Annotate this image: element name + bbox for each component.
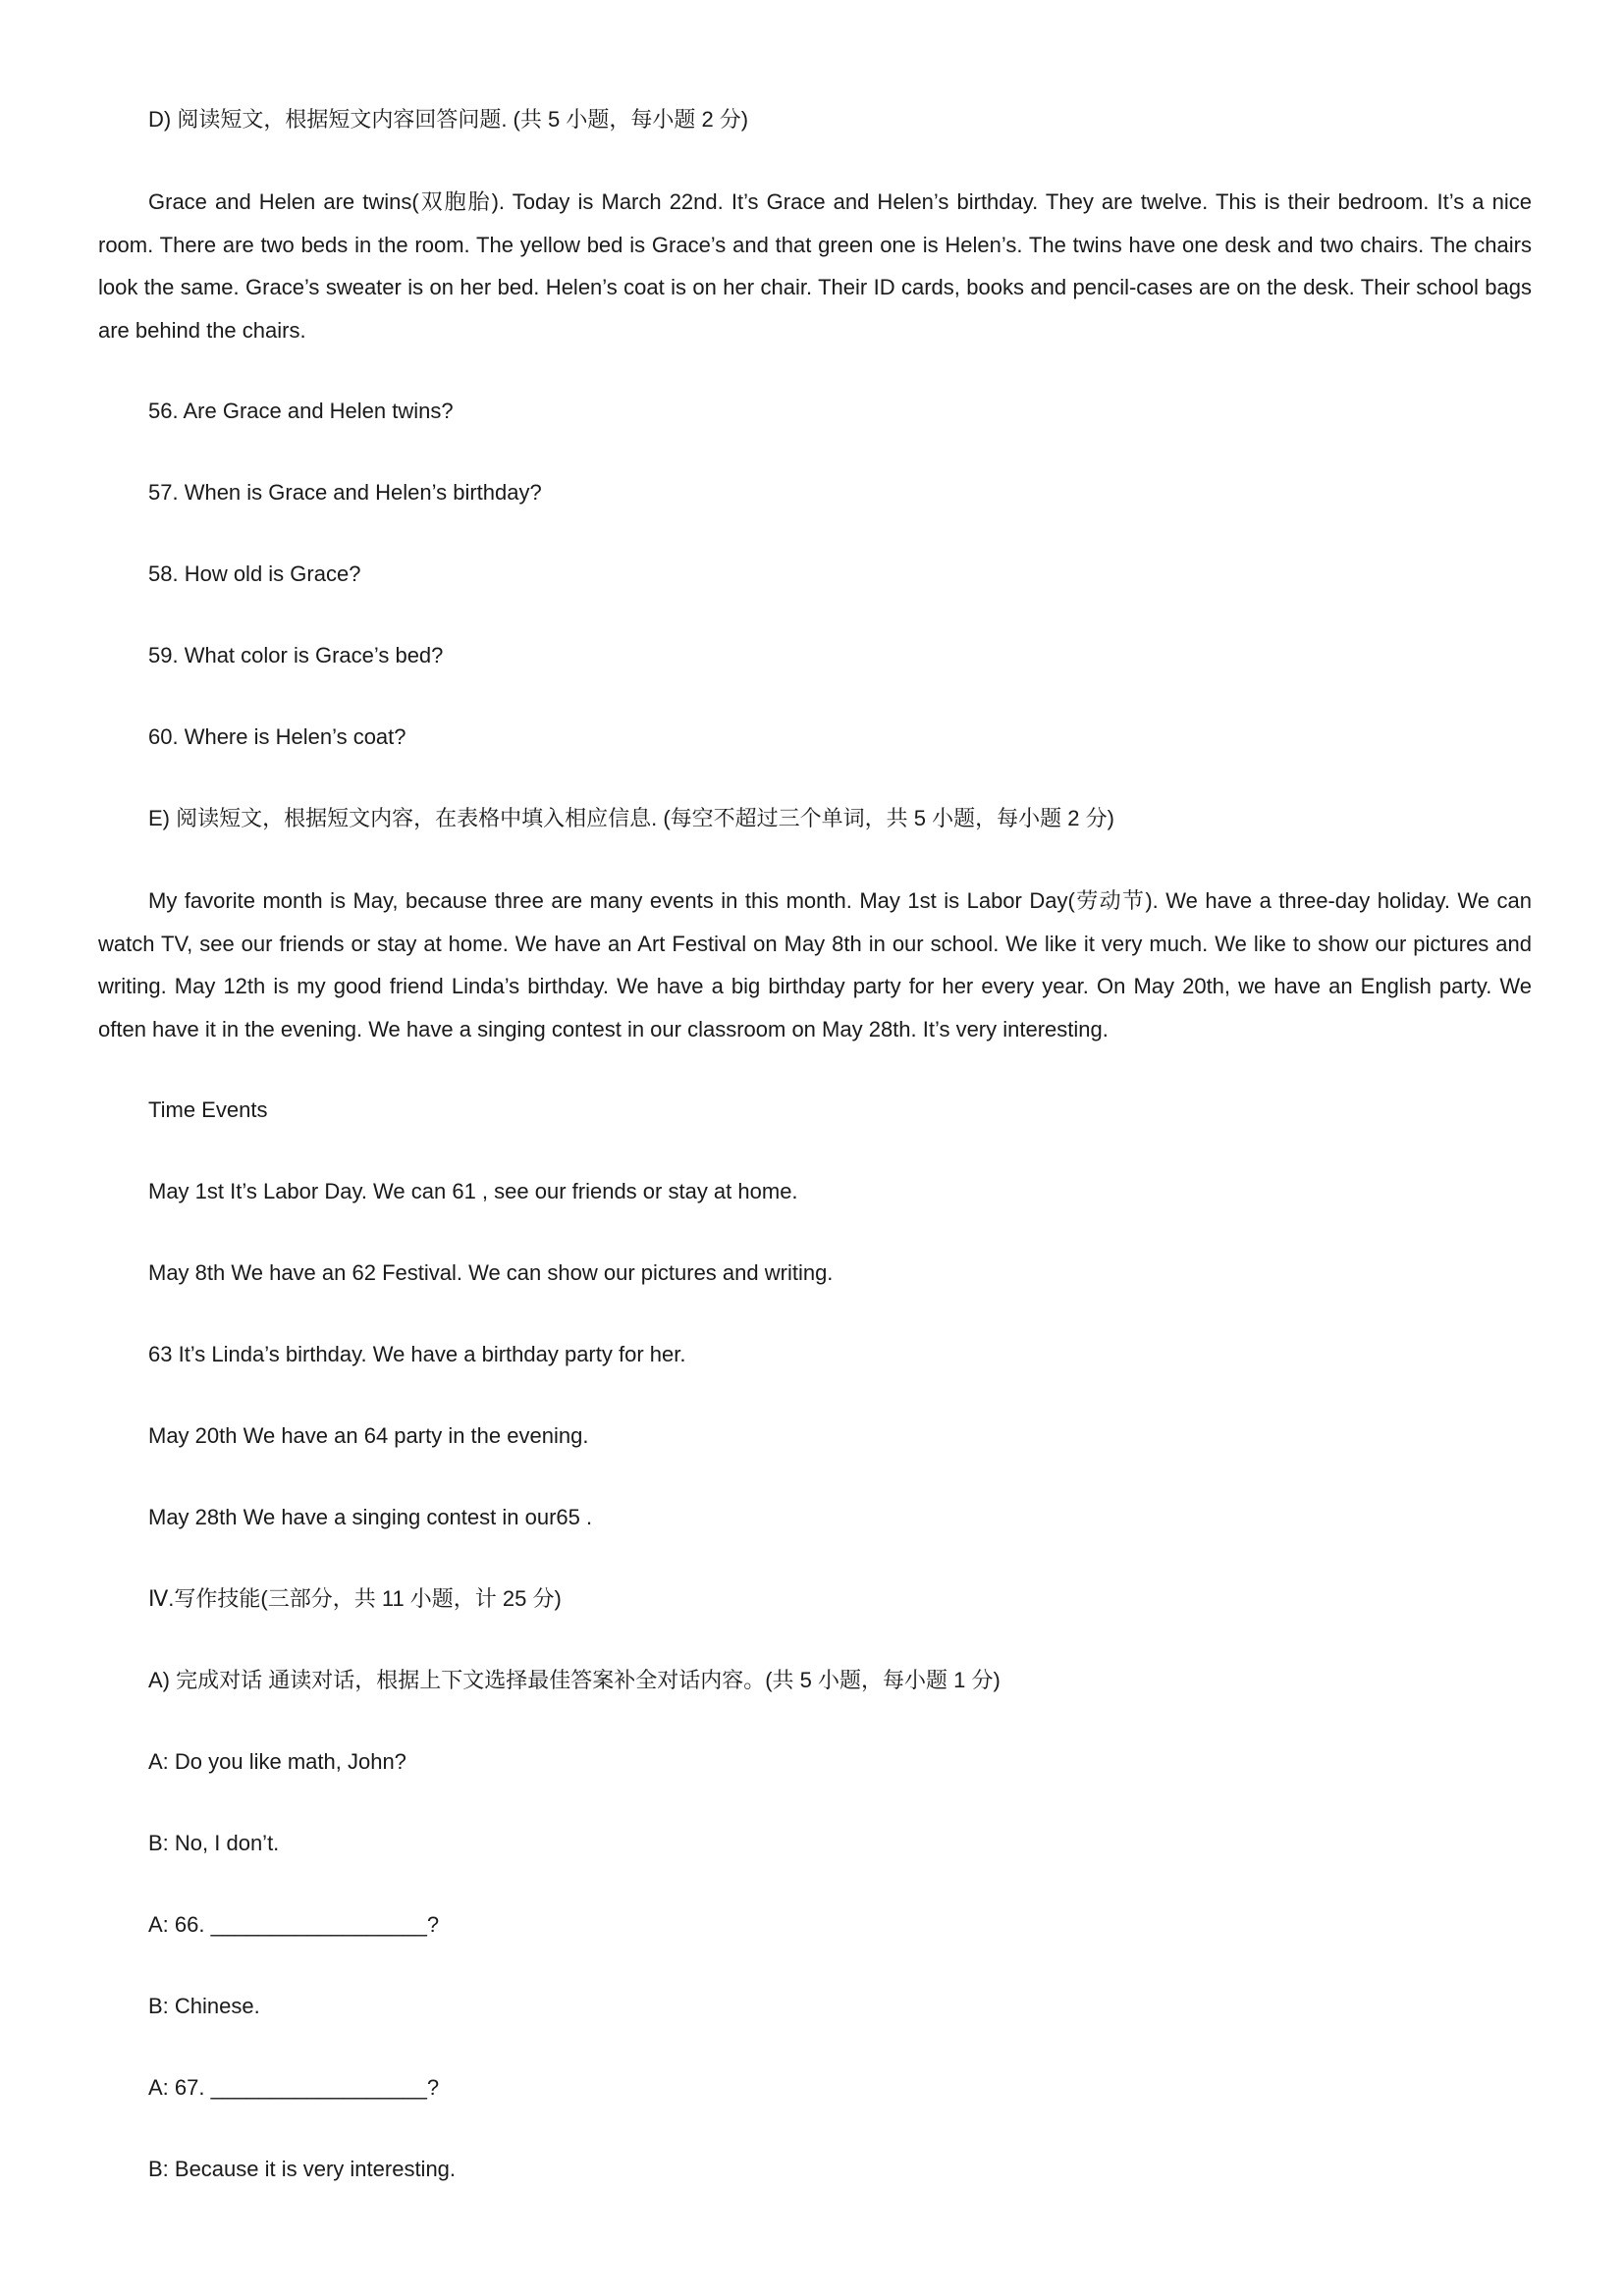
question-60: 60. Where is Helen’s coat? <box>148 724 406 749</box>
question-59: 59. What color is Grace’s bed? <box>148 643 444 667</box>
dialogue-line: A: 67. __________________? <box>148 2075 440 2100</box>
dialogue-line: A: 66. __________________? <box>148 1912 440 1937</box>
section-e-passage: My favorite month is May, because three are many events in this month. May 1st is Labor Day(劳动节). We have a three-day holiday. We can watch TV, see our friends or stay at home. We have an Art Festival on May 8th in our school. We like it very much. We like to show our pictures and writing. May 12th is my good friend Linda’s birthday. We have a big birthday party for her every year. On May 20th, we have an English party. We often have it in the evening. We have a singing contest in our classroom on May 28th. It’s very interesting. <box>98 888 1532 1041</box>
question-57: 57. When is Grace and Helen’s birthday? <box>148 480 542 505</box>
table-row: May 1st It’s Labor Day. We can 61 , see our friends or stay at home. <box>148 1179 798 1203</box>
question-58: 58. How old is Grace? <box>148 561 361 586</box>
section-d-heading: D) 阅读短文，根据短文内容回答问题. (共 5 小题，每小题 2 分) <box>148 107 749 132</box>
table-row: May 20th We have an 64 party in the evening. <box>148 1423 589 1448</box>
section-e-heading: E) 阅读短文，根据短文内容，在表格中填入相应信息. (每空不超过三个单词，共 5 小题，每小题 2 分) <box>148 806 1114 830</box>
table-row: May 8th We have an 62 Festival. We can show our pictures and writing. <box>148 1260 834 1285</box>
dialogue-line: B: Chinese. <box>148 1994 260 2018</box>
table-header: Time Events <box>148 1097 268 1122</box>
dialogue-line: B: No, I don’t. <box>148 1831 280 1855</box>
question-56: 56. Are Grace and Helen twins? <box>148 399 454 423</box>
table-row: May 28th We have a singing contest in our65 . <box>148 1505 593 1529</box>
section-d-passage: Grace and Helen are twins(双胞胎). Today is March 22nd. It’s Grace and Helen’s birthday. They are twelve. This is their bedroom. It’s a nice room. There are two beds in the room. The yellow bed is Grace’s and that green one is Helen’s. The twins have one desk and two chairs. The chairs look the same. Grace’s sweater is on her bed. Helen’s coat is on her chair. Their ID cards, books and pencil-cases are on the desk. Their school bags are behind the chairs. <box>98 189 1532 343</box>
section-iv-heading: Ⅳ.写作技能(三部分，共 11 小题，计 25 分) <box>148 1586 562 1611</box>
part-a-heading: A) 完成对话 通读对话，根据上下文选择最佳答案补全对话内容。(共 5 小题，每小题 1 分) <box>148 1668 1001 1692</box>
dialogue-line: A: Do you like math, John? <box>148 1749 406 1774</box>
dialogue-line: B: Because it is very interesting. <box>148 2157 457 2181</box>
table-row: 63 It’s Linda’s birthday. We have a birthday party for her. <box>148 1342 686 1366</box>
